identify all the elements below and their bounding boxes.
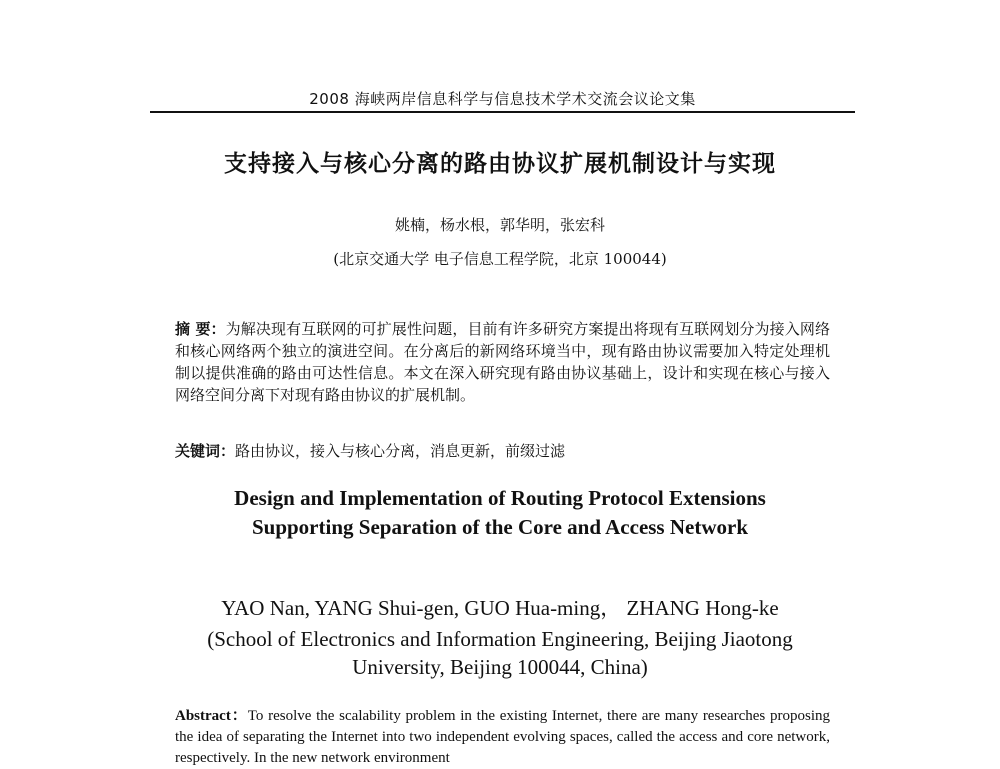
english-affiliation xyxy=(140,625,860,681)
running-header: 2008 海峡两岸信息科学与信息技术学术交流会议论文集 xyxy=(309,90,696,108)
english-title xyxy=(120,484,880,542)
chinese-abstract xyxy=(175,318,830,406)
english-title-line-1: Design and Implementation of Routing Protocol Extensions xyxy=(234,486,766,510)
chinese-keywords xyxy=(175,440,830,462)
english-affiliation-line-2: University, Beijing 100044, China) xyxy=(352,655,648,679)
chinese-abstract-text: 为解决现有互联网的可扩展性问题，目前有许多研究方案提出将现有互联网划分为接入网络和核心网络两个独立的演进空间。在分离后的新网络环境当中，现有路由协议需要加入特定处理机制以提供准确的路由可达性信息。本文在深入研究现有路由协议基础上，设计和实现在核心与接入网络空间分离下对现有路由协议的扩展机制。 xyxy=(175,320,830,404)
english-title-line-2: Supporting Separation of the Core and Access Network xyxy=(251,515,749,539)
chinese-affiliation: (北京交通大学 电子信息工程学院，北京 100044) xyxy=(333,250,667,268)
english-abstract-text: To resolve the scalability problem in the existing Internet, there are many researches proposing the idea of separating the Internet into two independent evolving spaces, called the access and core network, respectively. In the new network environment xyxy=(175,708,830,766)
chinese-authors: 姚楠，杨水根，郭华明，张宏科 xyxy=(394,216,605,234)
english-affiliation-line-1: (School of Electronics and Information Engineering, Beijing Jiaotong xyxy=(207,627,793,651)
english-authors: YAO Nan, YANG Shui-gen, GUO Hua-ming， ZHANG Hong-ke xyxy=(221,596,779,620)
chinese-abstract-label: 摘 要： xyxy=(175,320,226,338)
header-rule xyxy=(150,111,855,113)
chinese-title: 支持接入与核心分离的路由协议扩展机制设计与实现 xyxy=(224,151,776,177)
english-abstract-label: Abstract： xyxy=(175,708,248,724)
chinese-keywords-label: 关键词： xyxy=(175,442,236,460)
chinese-keywords-text: 路由协议，接入与核心分离，消息更新，前缀过滤 xyxy=(235,442,566,460)
